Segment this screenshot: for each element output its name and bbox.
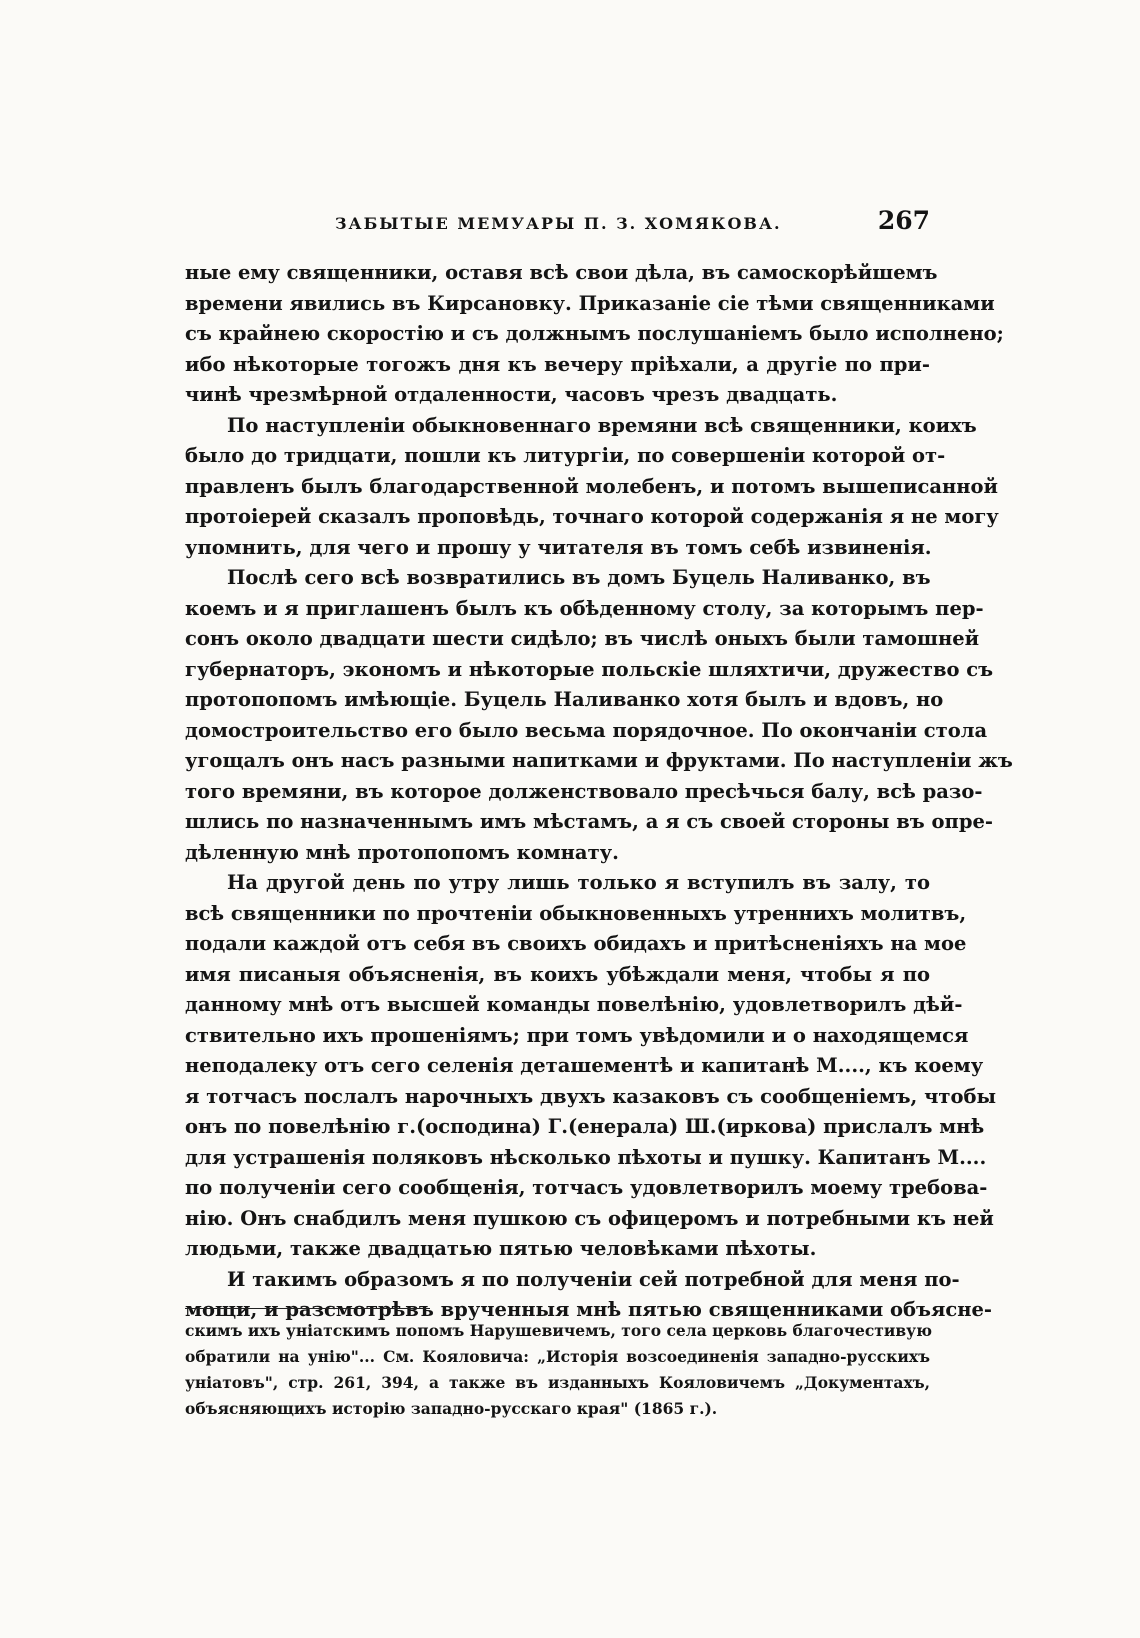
page-header: [185, 204, 930, 244]
text-line: дѣленную мнѣ протопопомъ комнату.: [185, 840, 619, 864]
text-line: мощи, и разсмотрѣвъ врученныя мнѣ пятью священниками объясне-: [185, 1298, 992, 1321]
running-title: ЗАБЫТЫЕ МЕМУАРЫ П. З. ХОМЯКОВА.: [335, 214, 782, 233]
text-line: И такимъ образомъ я по полученіи сей потребной для меня по-: [227, 1267, 960, 1291]
text-line: подали каждой отъ себя въ своихъ обидахъ и притѣсненіяхъ на мое: [185, 932, 967, 955]
text-line: протоіерей сказалъ проповѣдь, точнаго которой содержанія я не могу: [185, 505, 999, 528]
text-line: онъ по повелѣнію г.(осподина) Г.(енерала) Ш.(иркова) прислалъ мнѣ: [185, 1115, 985, 1138]
text-line: коемъ и я приглашенъ былъ къ обѣденному столу, за которымъ пер-: [185, 596, 984, 620]
text-line: губернаторъ, экономъ и нѣкоторые польскіе шляхтичи, дружество съ: [185, 657, 994, 681]
main-text: [185, 258, 1013, 1326]
footnote: [185, 1318, 930, 1422]
footnote-line: скимъ ихъ уніатскимъ попомъ Нарушевичемъ, того села церковь благочестивую: [185, 1321, 932, 1340]
text-line: протопопомъ имѣющіе. Буцель Наливанко хотя былъ и вдовъ, но: [185, 688, 944, 711]
footnote-separator: [185, 1308, 430, 1309]
text-line: правленъ былъ благодарственной молебенъ, и потомъ вышеписанной: [185, 474, 998, 498]
text-line: сонъ около двадцати шести сидѣло; въ числѣ оныхъ были тамошней: [185, 627, 980, 650]
text-line: На другой день по утру лишь только я вступилъ въ залу, то: [227, 871, 930, 894]
text-line: ибо нѣкоторые тогожъ дня къ вечеру пріѣхали, а другіе по при-: [185, 352, 930, 376]
text-line: чинѣ чрезмѣрной отдаленности, часовъ чрезъ двадцать.: [185, 383, 838, 406]
text-line: нію. Онъ снабдилъ меня пушкою съ офицеромъ и потребными къ ней: [185, 1206, 994, 1230]
text-line: неподалеку отъ сего селенія деташементѣ и капитанѣ М...., къ коему: [185, 1054, 984, 1077]
text-line: домостроительство его было весьма порядочное. По окончаніи стола: [185, 718, 988, 742]
text-line: ствительно ихъ прошеніямъ; при томъ увѣдомили и о находящемся: [185, 1023, 969, 1047]
text-line: ные ему священники, оставя всѣ свои дѣла, въ самоскорѣйшемъ: [185, 261, 938, 284]
text-line: по полученіи сего сообщенія, тотчасъ удовлетворилъ моему требова-: [185, 1176, 988, 1199]
text-line: времени явились въ Кирсановку. Приказаніе сіе тѣми священниками: [185, 291, 995, 315]
text-line: было до тридцати, пошли къ литургіи, по совершеніи которой от-: [185, 444, 946, 467]
text-line: всѣ священники по прочтеніи обыкновенныхъ утреннихъ молитвъ,: [185, 901, 967, 925]
text-line: шлись по назначеннымъ имъ мѣстамъ, а я съ своей стороны въ опре-: [185, 810, 993, 833]
footnote-line: обратили на унію"... См. Кояловича: „Исторія возсоединенія западно-русскихъ: [185, 1347, 930, 1366]
text-line: данному мнѣ отъ высшей команды повелѣнію, удовлетворилъ дѣй-: [185, 993, 963, 1016]
text-line: По наступленіи обыкновеннаго времяни всѣ священники, коихъ: [227, 413, 977, 437]
footnote-line: уніатовъ", стр. 261, 394, а также въ изданныхъ Кояловичемъ „Документахъ,: [185, 1373, 930, 1392]
text-line: имя писаныя объясненія, въ коихъ убѣждали меня, чтобы я по: [185, 962, 930, 986]
text-line: того времяни, въ которое долженствовало пресѣчься балу, всѣ разо-: [185, 779, 983, 803]
footnote-line: объясняющихъ исторію западно-русскаго края" (1865 г.).: [185, 1399, 718, 1418]
text-line: съ крайнею скоростію и съ должнымъ послушаніемъ было исполнено;: [185, 322, 1004, 345]
text-line: угощалъ онъ насъ разными напитками и фруктами. По наступленіи жъ: [185, 749, 1013, 772]
text-line: Послѣ сего всѣ возвратились въ домъ Буцель Наливанко, въ: [227, 566, 931, 589]
text-line: для устрашенія поляковъ нѣсколько пѣхоты и пушку. Капитанъ М....: [185, 1145, 987, 1169]
page-number: 267: [877, 206, 930, 235]
text-line: упомнить, для чего и прошу у читателя въ томъ себѣ извиненія.: [185, 535, 932, 559]
text-line: я тотчасъ послалъ нарочныхъ двухъ казаковъ съ сообщеніемъ, чтобы: [185, 1084, 997, 1108]
text-line: людьми, также двадцатью пятью человѣками пѣхоты.: [185, 1237, 817, 1260]
